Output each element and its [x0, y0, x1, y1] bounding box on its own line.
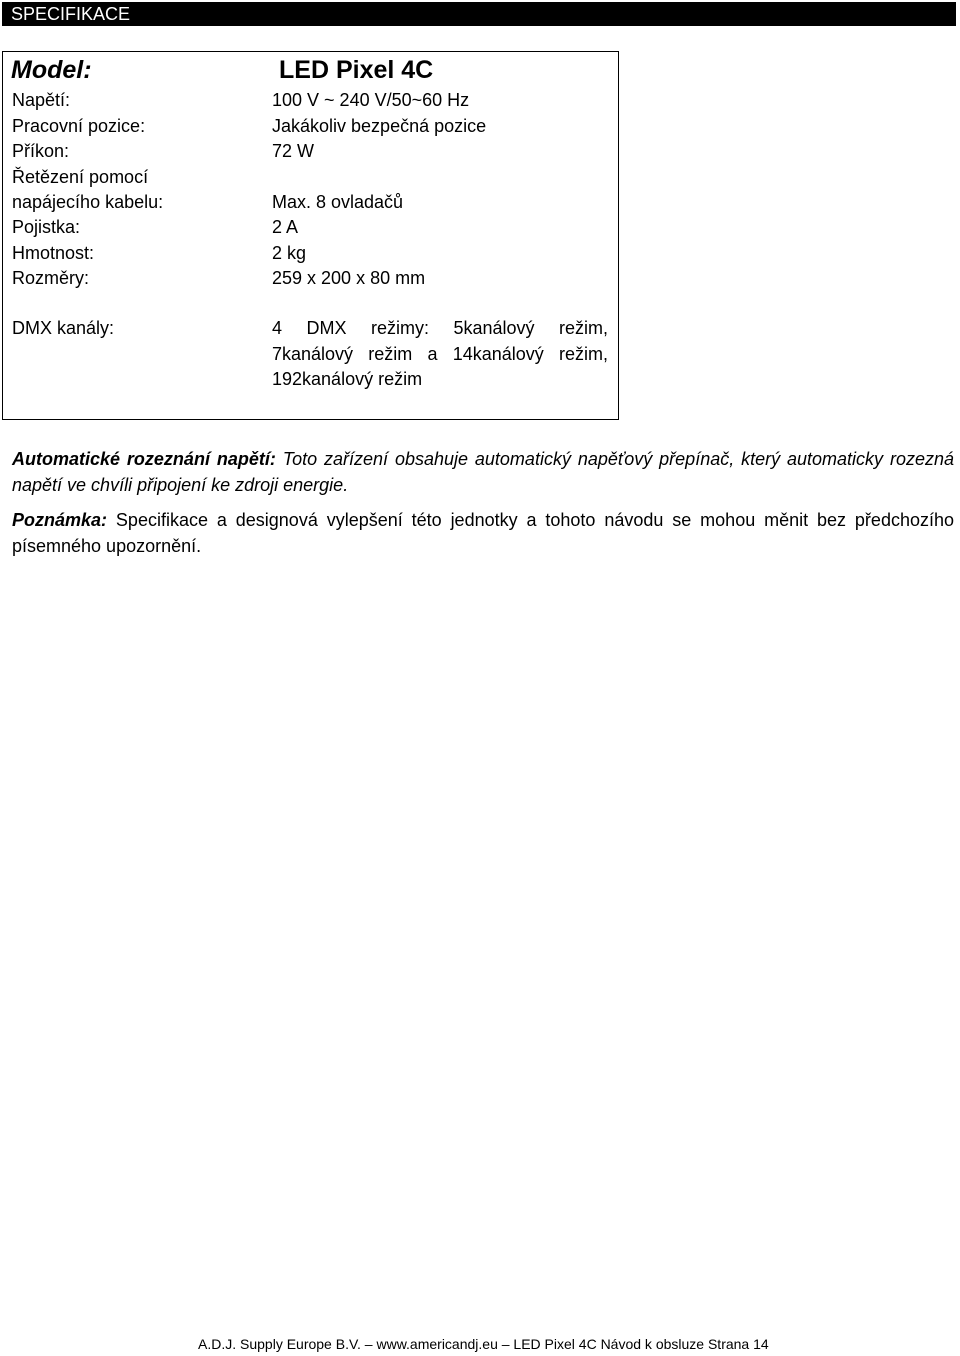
- auto-voltage-paragraph: [12, 446, 954, 498]
- spec-value-weight: 2 kg: [272, 243, 307, 263]
- spec-value-dimensions: 259 x 200 x 80 mm: [272, 268, 426, 288]
- spec-value-voltage: 100 V ~ 240 V/50~60 Hz: [272, 90, 470, 110]
- spec-label-power: Příkon:: [12, 141, 70, 161]
- spec-value-dmx: 4 DMX režimy: 5kanálový režim, 7kanálový režim a 14kanálový režim, 192kanálový režim: [272, 318, 608, 389]
- spec-label-dimensions: Rozměry:: [12, 268, 90, 288]
- note-title: Poznámka:: [12, 510, 108, 530]
- note-text: Specifikace a designová vylepšení této jednotky a tohoto návodu se mohou měnit bez předchozího písemného upozornění.: [12, 510, 954, 556]
- model-value: LED Pixel 4C: [279, 56, 434, 84]
- spec-label-chaining: Řetězení pomocí: [12, 167, 149, 187]
- spec-label-voltage: Napětí:: [12, 90, 71, 110]
- spec-value-position: Jakákoliv bezpečná pozice: [272, 116, 487, 136]
- note-paragraph: [12, 507, 954, 559]
- section-header: SPECIFIKACE: [2, 2, 956, 26]
- page-footer: A.D.J. Supply Europe B.V. – www.americandj.eu – LED Pixel 4C Návod k obsluze Strana 14: [198, 1336, 769, 1352]
- spec-label-weight: Hmotnost:: [12, 243, 95, 263]
- spec-value-fuse: 2 A: [272, 217, 299, 237]
- spec-value-power-cable: Max. 8 ovladačů: [272, 192, 404, 212]
- auto-voltage-text: Toto zařízení obsahuje automatický napěťový přepínač, který automaticky rozezná napětí ve chvíli připojení ke zdroji energie.: [12, 449, 954, 495]
- spec-label-power-cable: napájecího kabelu:: [12, 192, 164, 212]
- spec-label-fuse: Pojistka:: [12, 217, 81, 237]
- model-label: Model:: [11, 56, 92, 84]
- auto-voltage-title: Automatické rozeznání napětí:: [12, 449, 276, 469]
- spec-value-power: 72 W: [272, 141, 315, 161]
- spec-label-dmx: DMX kanály:: [12, 318, 115, 338]
- spec-label-position: Pracovní pozice:: [12, 116, 146, 136]
